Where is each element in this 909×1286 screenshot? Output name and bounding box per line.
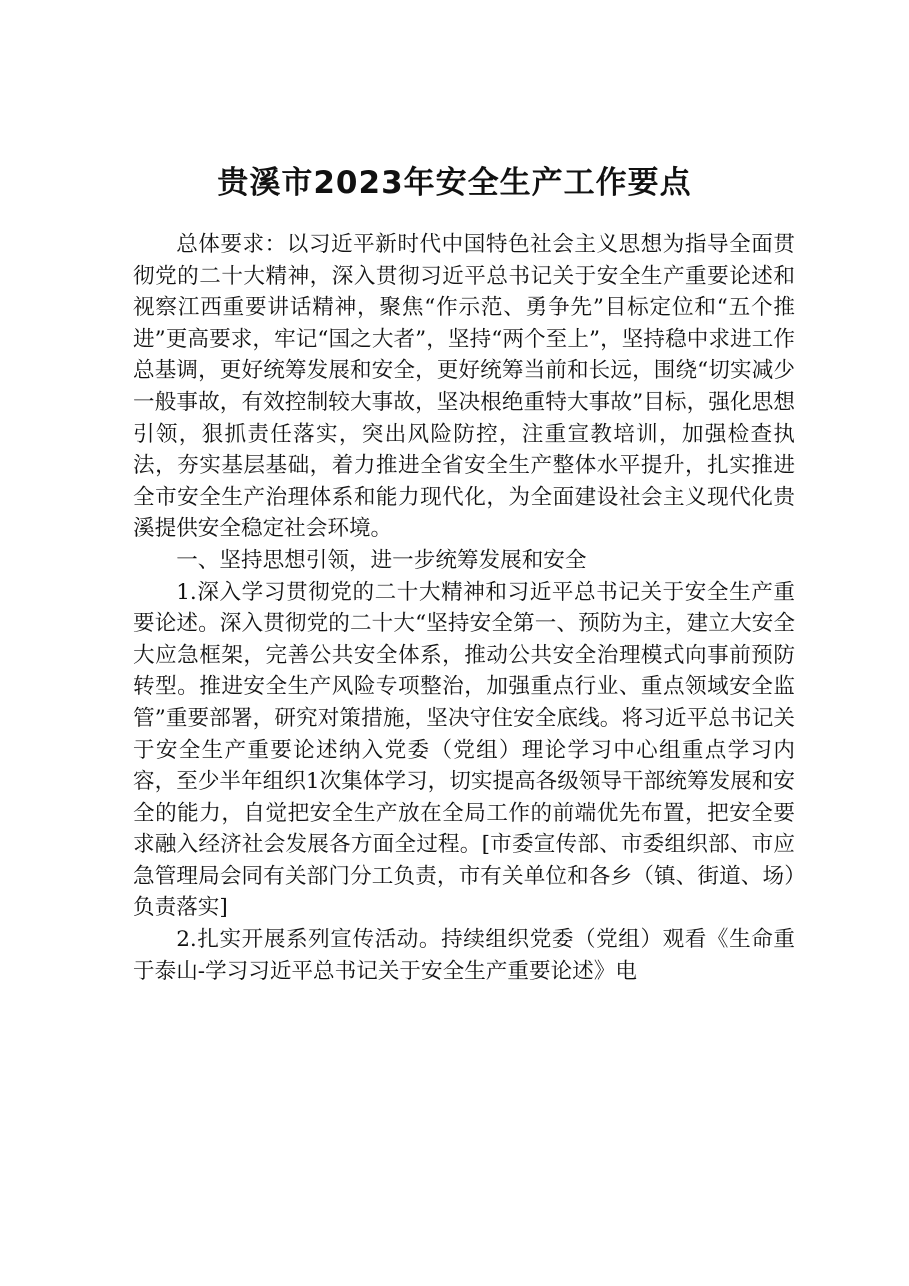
document-body bbox=[133, 229, 795, 987]
document-title: 贵溪市2023年安全生产工作要点 bbox=[217, 165, 692, 201]
paragraph-item-1: 1.深入学习贯彻党的二十大精神和习近平总书记关于安全生产重要论述。深入贯彻党的二十大“坚持安全第一、预防为主，建立大安全大应急框架，完善公共安全体系，推动公共安全治理模式向事前预防转型。推进安全生产风险专项整治，加强重点行业、重点领域安全监管”重要部署，研究对策措施，坚决守住安全底线。将习近平总书记关于安全生产重要论述纳入党委（党组）理论学习中心组重点学习内容，至少半年组织1次集体学习，切实提高各级领导干部统筹发展和安全的能力，自觉把安全生产放在全局工作的前端优先布置，把安全要求融入经济社会发展各方面全过程。[市委宣传部、市委组织部、市应急管理局会同有关部门分工负责，市有关单位和各乡（镇、街道、场）负责落实] bbox=[133, 579, 795, 921]
section-heading-1: 一、坚持思想引领，进一步统筹发展和安全 bbox=[176, 547, 587, 573]
paragraph-item-2: 2.扎实开展系列宣传活动。持续组织党委（党组）观看《生命重于泰山-学习习近平总书记关于安全生产重要论述》电 bbox=[133, 927, 795, 984]
paragraph-general-requirements: 总体要求：以习近平新时代中国特色社会主义思想为指导全面贯彻党的二十大精神，深入贯彻习近平总书记关于安全生产重要论述和视察江西重要讲话精神，聚焦“作示范、勇争先”目标定位和“五个推进”更高要求，牢记“国之大者”，坚持“两个至上”，坚持稳中求进工作总基调，更好统筹发展和安全，更好统筹当前和长远，围绕“切实减少一般事故，有效控制较大事故，坚决根绝重特大事故”目标，强化思想引领，狠抓责任落实，突出风险防控，注重宣教培训，加强检查执法，夯实基层基础，着力推进全省安全生产整体水平提升，扎实推进全市安全生产治理体系和能力现代化，为全面建设社会主义现代化贵溪提供安全稳定社会环境。 bbox=[133, 232, 795, 542]
